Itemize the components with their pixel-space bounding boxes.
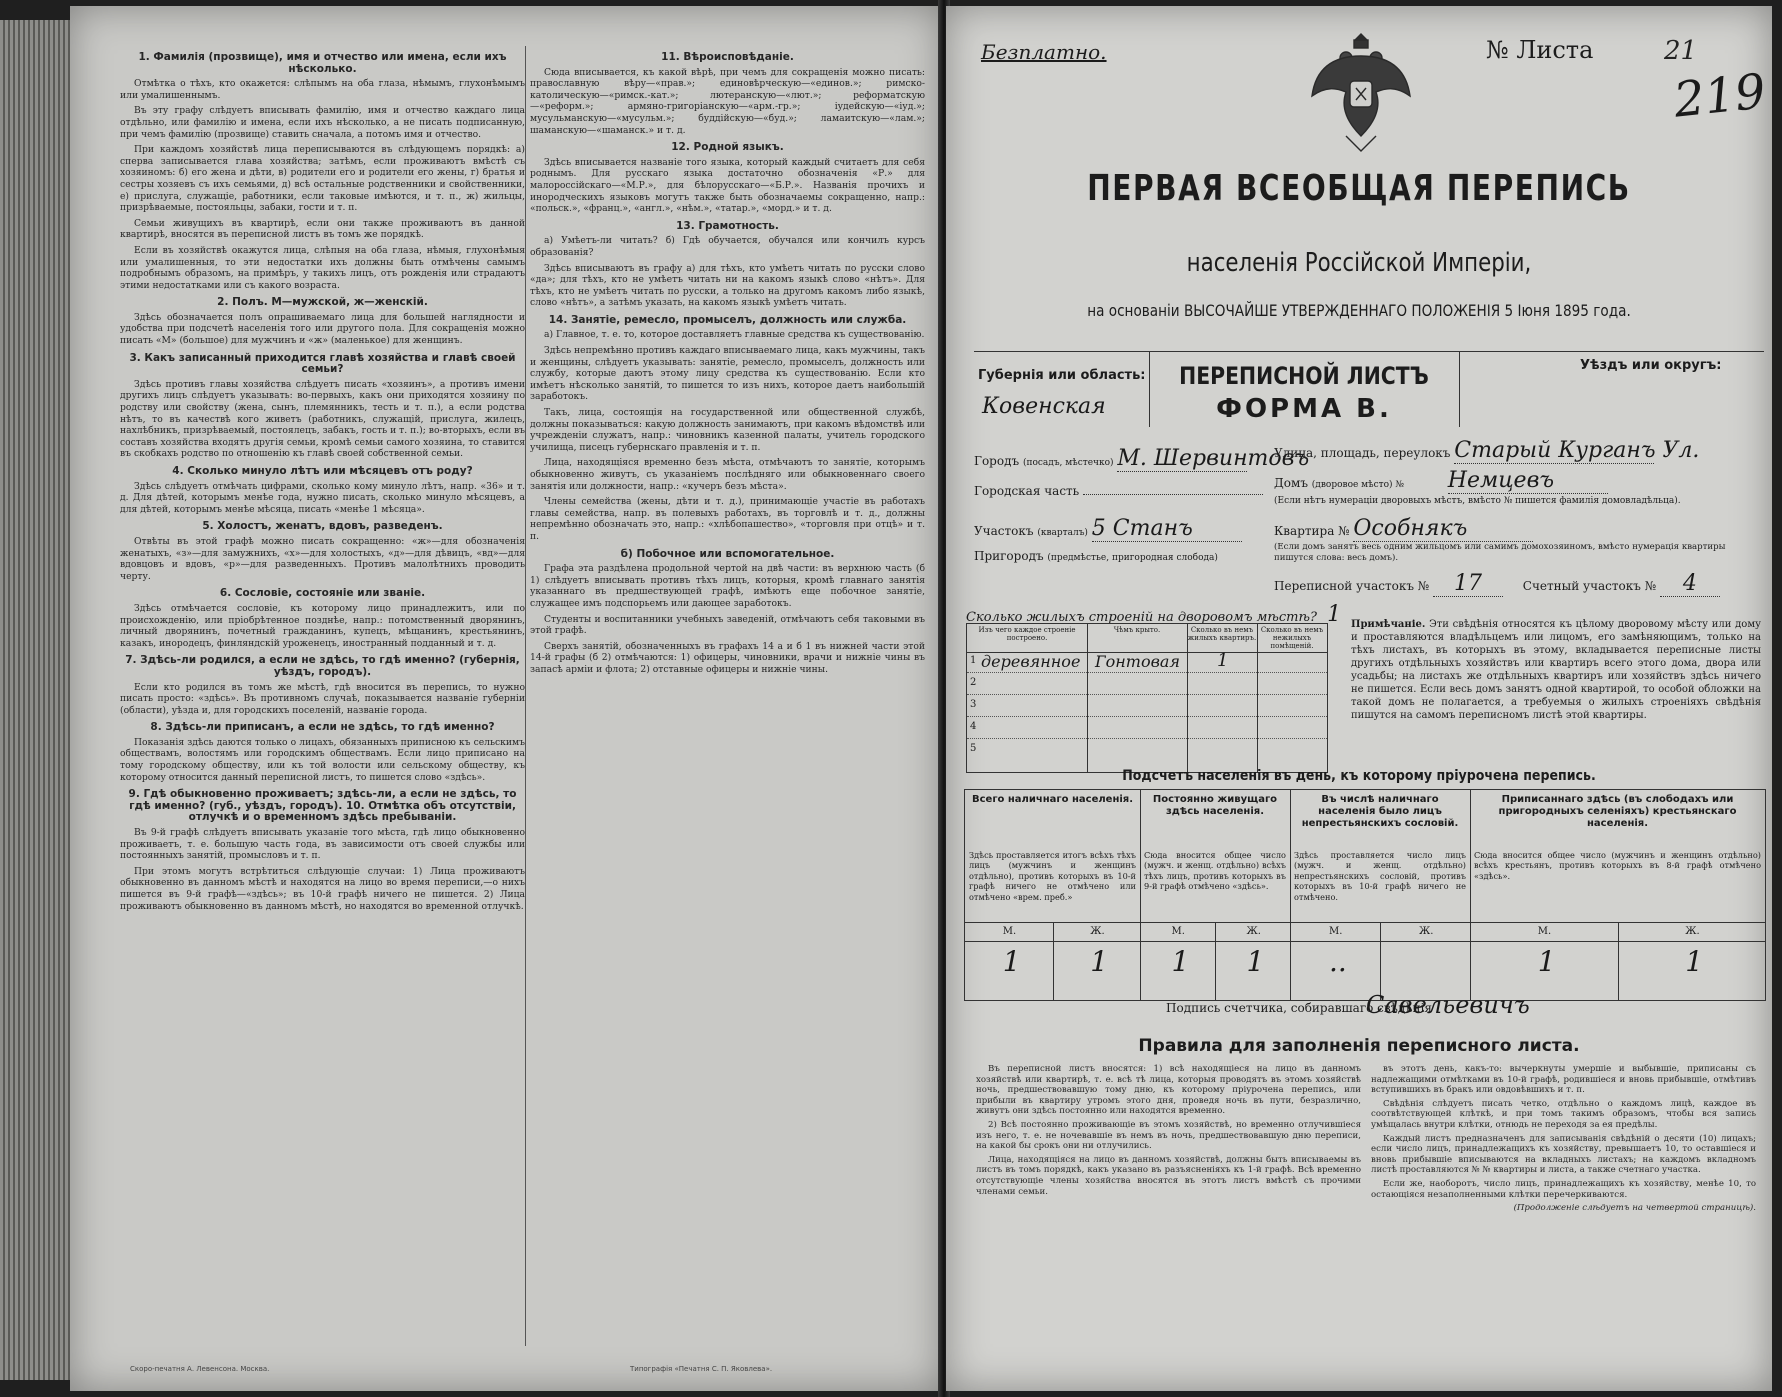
bldg-header-nonresidential: Сколько въ немъ нежилыхъ помѣщеній. (1257, 624, 1327, 653)
remark-text: Эти свѣдѣнія относятся къ цѣлому дворовому мѣсту или дому и проставляются владѣльцемъ или лицомъ, его замѣняющимъ, только на тѣхъ листахъ, въ которыхъ въ этому, вкладывается переписные листы другихъ отдѣльныхъ хозяйствъ или квартиръ всего этого дома, двора или усадьбы; на листахъ же отдѣльныхъ квартиръ или хозяйствъ здѣсь ничего не пишется. Если весь домъ занятъ одной квартирой, то особой обложки на такой домъ не полагается, а требуемыя о жилыхъ строеніяхъ свѣдѣнія пишутся на самомъ переписномъ листѣ этой квартиры. (1351, 619, 1761, 721)
house-note: (дворовое мѣсто) № (1311, 480, 1404, 490)
city-note: (посадъ, мѣстечко) (1022, 458, 1114, 468)
female-label: Ж. (1419, 926, 1434, 937)
section-text: Такъ, лица, состоящія на государственной или общественной службѣ, должны показываться: какую должность занимаютъ, при какомъ вѣдомствѣ или учрежденіи служатъ, напр.: чиновникъ казенной палаты, учитель городского училища, писецъ губернскаго правленія и т. п. (530, 407, 925, 453)
census-area-field (1274, 571, 1720, 597)
apartment-label: Квартира № (1274, 524, 1350, 538)
bldg-row (967, 674, 1327, 695)
count-column (1140, 790, 1291, 1000)
count-column-head: Приписаннаго здѣсь (въ слободахъ или пригородныхъ селеніяхъ) крестьянскаго населенія. (1498, 794, 1737, 829)
bldg-row-num: 3 (970, 699, 977, 710)
female-label: Ж. (1685, 926, 1700, 937)
district-label: Участокъ (974, 524, 1034, 538)
rules-column-2 (1371, 1064, 1756, 1382)
section-heading: 5. Холостъ, женатъ, вдовъ, разведенъ. (202, 520, 443, 533)
suburb-field (974, 549, 1218, 563)
section-text: Лица, находящіяся временно безъ мѣста, отмѣчаютъ то занятіе, которымъ обыкновенно живутъ, съ указаніемъ послѣдняго или обыкновеннаго своего занятія или должности, напр.: «кучеръ безъ мѣста». (530, 457, 925, 492)
bldg-row-num: 2 (970, 677, 977, 688)
population-count-title: Подсчетъ населенія въ день, къ которому пріурочена перепись. (1122, 768, 1596, 784)
left-page (70, 6, 942, 1391)
section-heading: 2. Полъ. М—мужской, ж—женскій. (217, 296, 428, 309)
count-column-desc: Сюда вносится общее число (мужчинъ и женщинъ отдѣльно) всѣхъ крестьянъ, противъ которыхъ въ 8-й графѣ отмѣчено «здѣсь». (1474, 850, 1761, 881)
count-mf-labels (1470, 922, 1765, 942)
house-value: Немцевъ (1448, 468, 1608, 494)
section-text: Здѣсь противъ главы хозяйства слѣдуетъ писать «хозяинъ», а противъ имени другихъ лицъ слѣдуетъ указывать: во-первыхъ, какъ они приходятся хозяину по родству или свойству (жена, сынъ, племянникъ, тесть и т. п.), а если родства нѣтъ, то въ качествѣ кого живетъ (работникъ, служащій, прислуга, жилецъ, нахлѣбникъ, призрѣваемый, постоялецъ, забакъ, гость и т. п.); во-вторыхъ, если въ составъ хозяйства входятъ другія семьи, кромѣ семьи самого хозяина, то ставится въ скобкахъ родство по отношенію къ главѣ своей собственной семьи. (120, 378, 525, 460)
bldg-header-material: Изъ чего каждое строеніе построено. (967, 624, 1088, 653)
form-code: ФОРМА В. (1216, 394, 1392, 424)
uezd-label: Уѣздъ или округъ: (1580, 358, 1722, 373)
street-field (1274, 438, 1700, 464)
section-text: Отвѣты въ этой графѣ можно писать сокращенно: «ж»—для обозначенія женатыхъ, «з»—для замужнихъ, «х»—для холостыхъ, «д»—для дѣвицъ, «вд»—для вдовцовъ и вдовъ, «р»—для разведенныхъ. Противъ малолѣтнихъ проводить черту. (120, 535, 525, 582)
city-field (974, 446, 1310, 472)
city-value: М. Шервинтовъ (1117, 446, 1310, 471)
section-text: Здѣсь вписывается названіе того языка, который каждый считаетъ для себя роднымъ. Для русскаго языка достаточно обозначенія «Р.» для малороссійскаго—«М.Р.», для бѣлорусскаго—«Б.Р.». Названія прочихъ и инородческихъ языковъ могутъ также быть обозначаемы сокращенно, напр.: «польск.», «франц.», «англ.», «нѣм.», «татар.», «морд.» и т. д. (530, 156, 925, 215)
section-heading: 9. Гдѣ обыкновенно проживаетъ; здѣсь-ли, а если не здѣсь, то гдѣ именно? (губ., уѣздъ, городъ). 10. Отмѣтка объ отсутствіи, отлучкѣ и о временномъ здѣсь пребываніи. (128, 788, 517, 824)
city-label: Городъ (974, 454, 1020, 468)
section-text: Здѣсь отмѣчается сословіе, къ которому лицо принадлежитъ, или по происхожденію, или пріобрѣтенное позднѣе, напр.: потомственный дворянинъ, личный дворянинъ, почетный гражданинъ, купецъ, мѣщанинъ, крестьянинъ, казакъ, инородецъ, финляндскій уроженецъ, иностранный подданный и т. д. (120, 602, 525, 649)
section-text: Студенты и воспитанники учебныхъ заведеній, отмѣчаютъ себя таковыми въ этой графѣ. (530, 613, 925, 637)
census-area-label: Переписной участокъ № (1274, 579, 1430, 593)
district-field (974, 516, 1242, 542)
rule-paragraph: Лица, находящіяся на лицо въ данномъ хозяйствѣ, должны быть вписываемы въ листъ въ томъ порядкѣ, какъ указано въ разъясненіяхъ къ 1-й графѣ. Всѣ временно отсутствующіе члены хозяйства вносятся въ этотъ листъ вмѣстѣ съ прочими членами семьи. (976, 1154, 1361, 1197)
section-text: При каждомъ хозяйствѣ лица переписываются въ слѣдующемъ порядкѣ: а) сперва записывается глава хозяйства; затѣмъ, если проживаютъ вмѣстѣ съ хозяиномъ: б) его жена и дѣти, в) родители его и родители его жены, г) братья и сестры хозяевъ съ ихъ семьями, д) всѣ остальные родственники и свойственники, е) прислуга, служащіе, работники, если таковые имѣются, и т. п., ж) жильцы, призрѣваемые, постояльцы, забаки, гости и т. п. (120, 144, 525, 214)
form-title-cell (1149, 352, 1460, 427)
city-part-line (1083, 494, 1263, 495)
imperial-eagle-emblem (1306, 26, 1416, 156)
census-title: ПЕРВАЯ ВСЕОБЩАЯ ПЕРЕПИСЬ (1087, 168, 1631, 209)
section-heading: 13. Грамотность. (676, 219, 779, 232)
section-text: Сверхъ занятій, обозначенныхъ въ графахъ 14 а и б 1 въ нижней части этой 14-й графы (б 2) отмѣчаются: 1) офицеры, чиновники, врачи и нижніе чины въ запасѣ армiи и флота; 2) отставные офицеры и нижніе чины. (530, 640, 925, 675)
bldg-row (967, 652, 1327, 673)
gubernia-label: Губернія или область: (978, 368, 1146, 383)
house-field (1274, 468, 1608, 494)
female-label: Ж. (1246, 926, 1261, 937)
bldg-row (967, 696, 1327, 717)
rule-paragraph: Свѣдѣнія слѣдуетъ писать четко, отдѣльно о каждомъ лицѣ, каждое въ соотвѣтствующей клѣткѣ, и при томъ такимъ образомъ, чтобы вся запись умѣщалась внутри клѣтки, отнюдь не переходя за ея предѣлы. (1371, 1098, 1756, 1130)
form-title: ПЕРЕПИСНОЙ ЛИСТЪ (1179, 362, 1429, 390)
column-divider (525, 46, 526, 1346)
printer-footer-right: Типографія «Печатня С. П. Яковлева». (630, 1365, 773, 1373)
instructions-column-2 (530, 46, 925, 1346)
suburb-label: Пригородъ (974, 549, 1044, 563)
rule-paragraph: Каждый листъ предназначенъ для записыванія свѣдѣній о десяти (10) лицахъ; если число лицъ, принадлежащихъ къ хозяйству, превышаетъ 10, то оставшіеся и вновь прибывшіе вписываются на вкладныхъ листахъ; на каждомъ вкладномъ листѣ проставляются № № квартиры и листа, а также счетнаго участка. (1371, 1133, 1756, 1176)
count-column-head: Въ числѣ наличнаго населенія было лицъ непрестьянскихъ сословій. (1301, 794, 1459, 829)
sheet-number-label: № Листа (1486, 36, 1594, 64)
section-text: Въ 9-й графѣ слѣдуетъ вписывать указаніе того мѣста, гдѣ лицо обыкновенно проживаетъ, т. е. большую часть года, въ зависимости отъ своей службы или постоянныхъ занятій, промысловъ и т. п. (120, 827, 525, 862)
gubernia-cell (974, 352, 1150, 427)
right-page (946, 6, 1772, 1391)
bldg-row-num: 5 (970, 743, 977, 754)
legal-basis: на основаніи ВЫСОЧАЙШЕ УТВЕРЖДЕННАГО ПОЛОЖЕНІЯ 5 Іюня 1895 года. (1087, 301, 1631, 320)
archive-number-handwritten: 219 (1671, 63, 1769, 129)
form-header-box (974, 351, 1764, 432)
remark-title: Примѣчаніе. (1351, 619, 1426, 630)
section-heading: б) Побочное или вспомогательное. (620, 547, 835, 560)
section-heading: 1. Фамилія (прозвище), имя и отчество или имена, если ихъ нѣсколько. (138, 51, 507, 75)
rules-title: Правила для заполненія переписного листа. (1138, 1036, 1580, 1056)
apartment-value: Особнякъ (1353, 516, 1533, 542)
bldg-row1-apts: 1 (1217, 650, 1229, 671)
section-heading: 14. Занятіе, ремесло, промыселъ, должность или служба. (548, 313, 907, 326)
house-explanation: (Если нѣтъ нумераціи дворовыхъ мѣстъ, вмѣсто № пишется фамилія домовладѣльца). (1274, 496, 1681, 506)
census-area-value: 17 (1433, 571, 1503, 597)
section-heading: 4. Сколько минуло лѣтъ или мѣсяцевъ отъ роду? (172, 465, 473, 477)
section-text: Если въ хозяйствѣ окажутся лица, слѣпыя на оба глаза, нѣмыя, глухонѣмыя или умалишенныя, то эти недостатки ихъ должны быть отмѣчены самымъ подробнымъ образомъ, на примѣръ, у такихъ лицъ, отъ рожденія или страдаютъ этими недостатками или съ какого возраста. (120, 244, 525, 291)
female-label: Ж. (1090, 926, 1105, 937)
bldg-row1-roof: Гонтовая (1095, 652, 1181, 671)
male-label: М. (1329, 926, 1343, 937)
section-heading: 6. Сословіе, состояніе или званіе. (219, 587, 426, 600)
section-text: Здѣсь непремѣнно противъ каждаго вписываемаго лица, какъ мужчины, такъ и женщины, слѣдуетъ указывать: занятіе, ремесло, промыселъ, должность или службу, которые даютъ этому лицу средства къ существованію. Если кто имѣетъ нѣсколько занятій, то пишется то изъ нихъ, которое даетъ наибольшій заработокъ. (530, 345, 925, 403)
uezd-cell (1459, 352, 1760, 427)
count-female-value: 1 (1246, 945, 1265, 978)
section-text: Здѣсь слѣдуетъ отмѣчать цифрами, сколько кому минуло лѣтъ, напр. «36» и т. д. Для дѣтей, которымъ менѣе года, нужно писать, сколько минуло мѣсяцевъ, а для дѣтей, которымъ менѣе мѣсяца, писать «менѣе 1 мѣсяца». (120, 480, 525, 515)
bldg-row (967, 740, 1327, 760)
suburb-note: (предмѣстье, пригородная слобода) (1047, 553, 1218, 563)
count-mf-labels (965, 922, 1140, 942)
gubernia-value: Ковенская (982, 394, 1106, 419)
count-area-value: 4 (1660, 571, 1720, 597)
enumerator-signature-label: Подпись счетчика, собиравшаго свѣдѣнія (1166, 1001, 1432, 1015)
count-mf-labels (1140, 922, 1290, 942)
buildings-table (966, 623, 1328, 773)
count-column (1290, 790, 1471, 1000)
section-heading: 12. Родной языкъ. (671, 141, 784, 154)
rules-continuation: (Продолженіе слѣдуетъ на четвертой страницѣ). (1513, 1203, 1756, 1214)
male-label: М. (1537, 926, 1552, 937)
bldg-row-num: 4 (970, 721, 977, 732)
section-text: Графа эта раздѣлена продольной чертой на двѣ части: въ верхнюю часть (б 1) слѣдуетъ вписывать противъ тѣхъ лицъ, которыя, кромѣ главнаго занятія указаннаго въ предшествующей графѣ, имѣютъ еще побочное занятіе, служащее имъ подспорьемъ или дающее заработокъ. (530, 563, 925, 609)
count-column (1470, 790, 1765, 1000)
section-text: Семьи живущихъ въ квартирѣ, если они также проживаютъ въ данной квартирѣ, вносятся въ переписной листъ въ томъ же порядкѣ. (120, 217, 525, 241)
section-heading: 8. Здѣсь-ли приписанъ, а если не здѣсь, то гдѣ именно? (150, 721, 495, 734)
section-text: Сюда вписывается, къ какой вѣрѣ, при чемъ для сокращенія можно писать: православную вѣру—«прав.»; единовѣрческую—«единов.»; римско-католическую—«римск.-кат.»; лютеранскую—«лют.»; реформатскую—«реформ.»; армяно-григоріанскую—«арм.-гр.»; іудейскую—«іуд.»; мусульманскую—«мусульм.»; буддійскую—«буд.»; ламаитскую—«лам.»; шаманскую—«шаманск.» и т. д. (530, 66, 925, 136)
section-text: Въ эту графу слѣдуетъ вписывать фамилію, имя и отчество каждаго лица отдѣльно, или фамилію и имена, если ихъ нѣсколько, а не писать подписанную, при чемъ фамилію (прозвище) ставить сначала, а потомъ имя и отчество. (120, 105, 525, 140)
count-male-value: .. (1329, 945, 1347, 978)
rule-paragraph: въ этотъ день, какъ-то: вычеркнуты умершіе и выбывшіе, приписаны съ надлежащими отмѣтками въ 10-й графѣ, родившіеся и вновь прибывшіе, отмѣтивъ вступившихъ въ бракъ или овдовѣвшихъ и т. п. (1371, 1064, 1756, 1096)
apartment-explanation: (Если домъ занятъ весь одним жильцомъ или самимъ домохозяиномъ, вмѣсто нумерація квартиры пишутся слова: весь домъ). (1274, 542, 1726, 563)
city-part-field (974, 484, 1263, 498)
street-value: Старый Курганъ Ул. (1454, 438, 1700, 463)
district-note: (кварталъ) (1037, 528, 1088, 538)
count-column-desc: Сюда вносится общее число (мужч. и женщ. отдѣльно) всѣхъ тѣхъ лицъ, противъ которыхъ въ 9-й графѣ отмѣчено «здѣсь». (1144, 850, 1286, 892)
count-female-value: 1 (1685, 945, 1704, 978)
house-label: Домъ (1274, 476, 1308, 490)
count-area-label: Счетный участокъ № (1522, 579, 1657, 593)
count-column-desc: Здѣсь проставляется число лицъ (мужч. и женщ. отдѣльно) непрестьянскихъ сословій, противъ которыхъ въ 10-й графѣ ничего не отмѣчено. (1294, 850, 1466, 902)
section-text: Показанія здѣсь даются только о лицахъ, обязанныхъ приписною къ сельскимъ обществамъ, волостямъ или городскимъ обществамъ. Если лицо приписано на тому городскому обществу, или къ той волости или сельскому обществу, къ которому относится данный переписной листъ, то пишется слово «здѣсь». (120, 736, 525, 783)
section-text: Если кто родился въ томъ же мѣстѣ, гдѣ вносится въ перепись, то нужно писать просто: «здѣсь». Въ противномъ случаѣ, показывается названіе губерніи (области), уѣзда и, для городскихъ поселеній, названіе города. (120, 681, 525, 716)
apartment-field (1274, 516, 1533, 542)
male-label: М. (1002, 926, 1017, 937)
count-male-value: 1 (1537, 945, 1556, 978)
count-male-value: 1 (1171, 945, 1190, 978)
rule-paragraph: Если же, наоборотъ, число лицъ, принадлежащихъ къ хозяйству, менѣе 10, то остающіяся незаполненными клѣтки перечеркиваются. (1371, 1178, 1756, 1200)
free-label: Безплатно. (981, 40, 1107, 64)
buildings-value: 1 (1327, 602, 1342, 627)
bldg-row (967, 718, 1327, 739)
male-label: М. (1171, 926, 1185, 937)
count-female-value: 1 (1090, 945, 1109, 978)
rule-paragraph: Въ переписной листъ вносятся: 1) всѣ находящіеся на лицо въ данномъ хозяйствѣ или квартирѣ, т. е. всѣ тѣ лица, которыя проводятъ въ этомъ хозяйствѣ ночь, предшествовавшую тому дню, къ которому пріурочена перепись, или прибыли въ квартиру утромъ этого дня, проведя ночь въ пути, безразлично, живутъ они здѣсь постоянно или находятся временно. (976, 1064, 1361, 1117)
count-male-value: 1 (1002, 945, 1021, 978)
section-heading: 11. Вѣроисповѣданіе. (661, 51, 794, 63)
count-column-desc: Здѣсь проставляется итогъ всѣхъ тѣхъ лицъ (мужчинъ и женщинъ отдѣльно), противъ которыхъ въ 10-й графѣ ничего не отмѣчено или отмѣчено «врем. преб.» (969, 850, 1136, 902)
bldg-header-roof: Чѣмъ крыто. (1087, 624, 1188, 653)
enumerator-signature: Савельевичъ (1366, 991, 1530, 1019)
section-text: Здѣсь вписываютъ въ графу а) для тѣхъ, кто умѣетъ читать по русски слово «да»; для тѣхъ, кто не умѣетъ читать ни на какомъ языкѣ слово «нѣтъ». Для тѣхъ, кто не умѣетъ читать по русски, а только на другомъ какомъ либо языкѣ, слово «нѣтъ», а затѣмъ указать, на какомъ языкѣ умѣетъ читать. (530, 262, 925, 309)
section-heading: 3. Какъ записанный приходится главѣ хозяйства и главѣ своей семьи? (129, 351, 516, 376)
section-text: При этомъ могутъ встрѣтиться слѣдующіе случаи: 1) Лица проживаютъ обыкновенно въ данномъ мѣстѣ и находятся на лицо во время переписи,—о нихъ пишется въ 9-й графѣ—«здѣсь»; въ 10-й графѣ ничего не пишется. 2) Лица проживаютъ обыкновенно въ данномъ мѣстѣ, но находятся во временной отлучкѣ. (120, 865, 525, 912)
buildings-label: Сколько жилыхъ строеній на дворовомъ мѣстѣ? (966, 610, 1317, 625)
instructions-column-1 (120, 46, 525, 1346)
count-column (965, 790, 1141, 1000)
street-label: Улица, площадь, переулокъ (1274, 446, 1451, 460)
sheet-number-handwritten: 21 (1664, 36, 1698, 66)
population-count-table (964, 789, 1766, 1001)
census-subtitle: населенія Россійской Имперіи, (1186, 248, 1532, 278)
count-column-head: Постоянно живущаго здѣсь населенія. (1152, 794, 1278, 817)
section-text: Отмѣтка о тѣхъ, кто окажется: слѣпымъ на оба глаза, нѣмымъ, глухонѣмымъ или умалишеннымъ. (120, 78, 525, 101)
count-mf-labels (1290, 922, 1470, 942)
section-heading: 7. Здѣсь-ли родился, а если не здѣсь, то гдѣ именно? (губернія, уѣздъ, городъ). (125, 654, 520, 678)
page-edge-stack (0, 20, 70, 1380)
rule-paragraph: 2) Всѣ постоянно проживающіе въ этомъ хозяйствѣ, но временно отлучившіеся изъ него, т. е. не ночевавшіе въ немъ въ ночь, предшествовавшую дню переписи, на какой бы срокъ они ни отлучились. (976, 1119, 1361, 1152)
bldg-row1-material: деревянное (981, 652, 1081, 671)
district-value: 5 Станъ (1092, 516, 1242, 542)
section-text: а) Умѣетъ-ли читать? б) Гдѣ обучается, обучался или кончилъ курсъ образованія? (530, 235, 925, 258)
count-column-head: Всего наличнаго населенія. (971, 794, 1134, 805)
bldg-header-apartments: Сколько въ немъ жилыхъ квартиръ. (1187, 624, 1258, 653)
rules-column-1 (976, 1064, 1361, 1382)
printer-footer-left: Скоро-печатня А. Левенсона. Москва. (130, 1365, 270, 1373)
bldg-row-num: 1 (970, 655, 977, 666)
city-part-label: Городская часть (974, 484, 1080, 498)
section-text: Члены семейства (жены, дѣти и т. д.), принимающіе участіе въ работахъ главы семейства, напр. въ полевыхъ работахъ, въ торговлѣ и т. д., должны непремѣнно обозначать это, напр.: «хлѣбопашество», «торговля при отцѣ» и т. п. (530, 496, 925, 542)
section-text: Здѣсь обозначается полъ опрашиваемаго лица для большей наглядности и удобства при подсчетѣ населенія того или другого пола. Для сокращенія можно писать «М» (большое) для мужчинъ и «ж» (маленькое) для женщинъ. (120, 311, 525, 347)
section-text: а) Главное, т. е. то, которое доставляетъ главные средства къ существованію. (544, 329, 925, 341)
buildings-remark (1351, 618, 1761, 722)
